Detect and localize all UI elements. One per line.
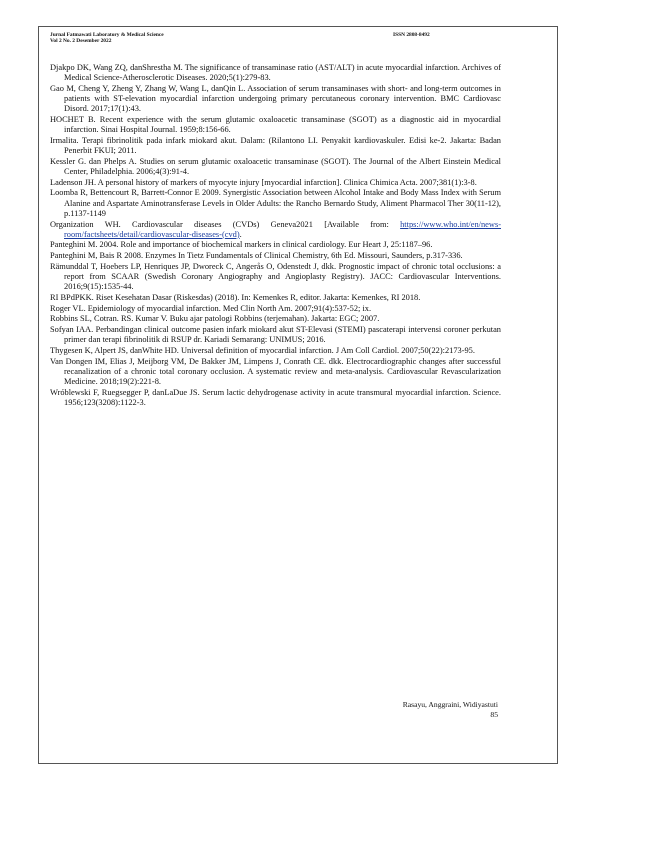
reference-text: Panteghini M. 2004. Role and importance of biochemical markers in clinical cardiology. Eur Heart J, 25:1187–96.: [50, 240, 433, 250]
reference-text: Organization WH. Cardiovascular diseases (CVDs) Geneva2021 [Available from:: [50, 219, 401, 229]
reference-text: Djakpo DK, Wang ZQ, danShrestha M. The significance of transaminase ratio (AST/ALT) in acute myocardial infarction. Archives of Medical Science-Atherosclerotic Diseases. 2020;5(1):279-83.: [50, 63, 501, 83]
reference-list: [50, 63, 501, 409]
reference-item: [50, 136, 501, 156]
reference-text: Thygesen K, Alpert JS, danWhite HD. Universal definition of myocardial infarction. J Am Coll Cardiol. 2007;50(22):2173-95.: [50, 345, 475, 355]
reference-item: [50, 240, 501, 250]
reference-text: Wróblewski F, Ruegsegger P, danLaDue JS. Serum lactic dehydrogenase activity in acute transmural myocardial infarction. Science. 1956;123(3208):1122-3.: [50, 387, 501, 407]
reference-text: Ladenson JH. A personal history of markers of myocyte injury [myocardial infarction]. Clinica Chimica Acta. 2007;381(1):3-8.: [50, 177, 477, 187]
reference-item: [50, 304, 501, 314]
reference-text: Robbins SL, Cotran. RS. Kumar V. Buku ajar patologi Robbins (terjemahan). Jakarta: EGC; 2007.: [50, 314, 380, 324]
reference-text: Sofyan IAA. Perbandingan clinical outcome pasien infark miokard akut ST-Elevasi (STEMI) pascaterapi intervensi coroner perkutan primer dan terapi fibrinolitik di RSUP dr. Kariadi Semarang: UNIMUS; 2016.: [50, 325, 501, 345]
issn-label: ISSN 2808-8492: [393, 32, 430, 38]
reference-item: [50, 293, 501, 303]
footer-authors: Rasayu, Anggraini, Widiyastuti: [402, 700, 498, 709]
reference-item: [50, 63, 501, 83]
reference-item: [50, 188, 501, 219]
reference-text: Roger VL. Epidemiology of myocardial infarction. Med Clin North Am. 2007;91(4):537-52; ix.: [50, 303, 372, 313]
reference-item: [50, 220, 501, 240]
reference-item: [50, 325, 501, 345]
reference-item: [50, 157, 501, 177]
reference-link[interactable]: https://www.who.int/en/news-room/factsheets/detail/cardiovascular-diseases-(cvd): [64, 219, 501, 239]
reference-item: [50, 388, 501, 408]
page-header: [50, 32, 500, 45]
reference-item: [50, 346, 501, 356]
reference-text: Kessler G. dan Phelps A. Studies on serum glutamic oxaloacetic transaminase (SGOT). The Journal of the Albert Einstein Medical Center, Philadelphia. 2006;4(3):91-4.: [50, 156, 501, 177]
reference-text: Rämunddal T, Hoebers LP, Henriques JP, Dworeck C, Angerås O, Odenstedt J, dkk. Prognostic impact of chronic total occlusions: a report from SCAAR (Swedish Coronary Angiography and Angioplasty Registry). JACC: Cardiovascular Interventions. 2016;9(15):1535-44.: [50, 261, 501, 292]
reference-text: Panteghini M, Bais R 2008. Enzymes In Tietz Fundamentals of Clinical Chemistry, 6th Ed. Missouri, Saunders, p.317-336.: [50, 251, 463, 261]
reference-suffix: .: [239, 229, 242, 239]
journal-volume: Vol 2 No. 2 Desember 2022: [50, 38, 112, 45]
reference-item: [50, 178, 501, 188]
journal-title: Jurnal Fatmawati Laboratory & Medical Science: [50, 32, 164, 38]
reference-text: HOCHET B. Recent experience with the serum glutamic oxaloacetic transaminase (SGOT) as a diagnostic aid in myocardial infarction. Sinai Hospital Journal. 1959;8:156-66.: [50, 115, 501, 135]
reference-text: Loomba R, Bettencourt R, Barrett-Connor E 2009. Synergistic Association between Alcohol Intake and Body Mass Index with Serum Alanine and Aspartate Aminotransferase Levels in Older Adults: the Rancho Bernardo Study, Aliment Pharmacol Ther 30(11-12), p.1137-1149: [50, 188, 501, 218]
page-number: 85: [490, 710, 498, 719]
page-footer: [403, 700, 498, 720]
reference-text: Irmalita. Terapi fibrinolitik pada infark miokard akut. Dalam: (Rilantono LI. Penyakit kardiovaskuler. Edisi ke-2. Jakarta: Badan Penerbit FKUI; 2011.: [50, 135, 501, 156]
reference-text: Van Dongen IM, Elias J, Meijborg VM, De Bakker JM, Limpens J, Conrath CE. dkk. Electrocardiographic changes after successful recanalization of a chronic total coronary occlusion. A systematic review and meta-analysis. Cardiovascular Revascularization Medicine. 2018;19(2):221-8.: [50, 356, 501, 387]
reference-item: [50, 115, 501, 135]
reference-item: [50, 314, 501, 324]
reference-text: Gao M, Cheng Y, Zheng Y, Zhang W, Wang L, danQin L. Association of serum transaminases with short- and long-term outcomes in patients with ST-elevation myocardial infarction undergoing primary percutaneous coronary intervention. BMC Cardiovasc Disord. 2017;17(1):43.: [50, 83, 501, 114]
reference-text: RI BPdPKK. Riset Kesehatan Dasar (Riskesdas) (2018). In: Kemenkes R, editor. Jakarta: Kemenkes, RI 2018.: [50, 292, 421, 302]
reference-item: [50, 357, 501, 388]
reference-item: [50, 262, 501, 293]
reference-item: [50, 251, 501, 261]
reference-item: [50, 84, 501, 115]
